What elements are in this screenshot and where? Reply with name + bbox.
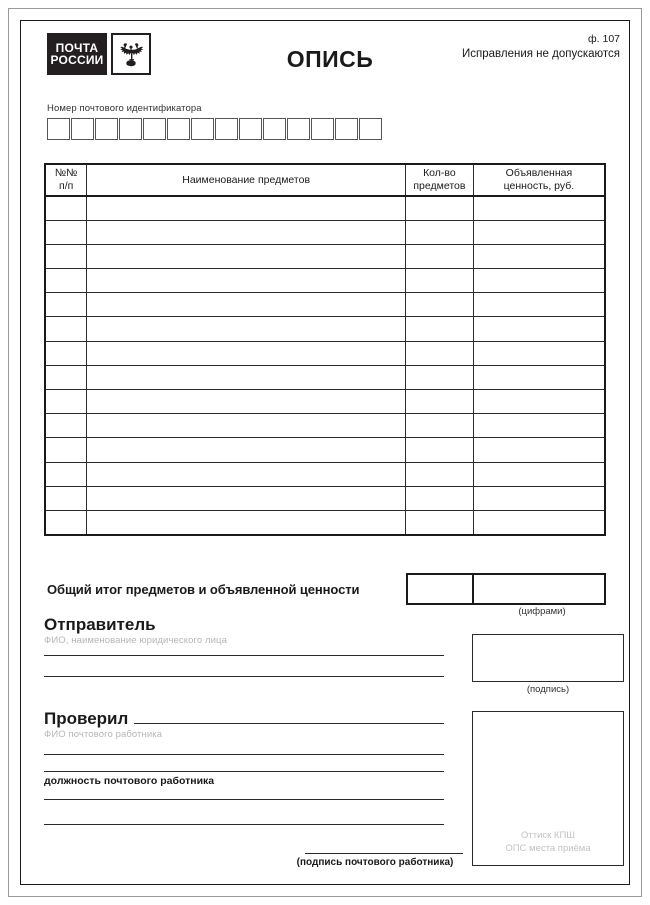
identifier-char-cell[interactable] bbox=[191, 118, 214, 140]
sender-signature-box[interactable] bbox=[472, 634, 624, 682]
column-header-item-name: Наименование предметов bbox=[87, 164, 406, 196]
cell-quantity[interactable] bbox=[405, 390, 473, 414]
cell-declared-value[interactable] bbox=[473, 269, 605, 293]
cell-number[interactable] bbox=[45, 510, 87, 534]
double-headed-eagle-icon bbox=[111, 33, 151, 75]
checker-signature-line[interactable] bbox=[305, 853, 463, 854]
column-header-number bbox=[45, 164, 87, 196]
checker-heading: Проверил bbox=[44, 709, 129, 728]
postal-identifier-label: Номер почтового идентификатора bbox=[47, 103, 202, 114]
cell-declared-value[interactable] bbox=[473, 293, 605, 317]
identifier-char-cell[interactable] bbox=[287, 118, 310, 140]
cell-declared-value[interactable] bbox=[473, 438, 605, 462]
column-header-quantity-line2: предметов bbox=[413, 180, 466, 192]
cell-declared-value[interactable] bbox=[473, 510, 605, 534]
sender-heading: Отправитель bbox=[44, 615, 156, 634]
cell-item-name[interactable] bbox=[87, 341, 406, 365]
cell-declared-value[interactable] bbox=[473, 414, 605, 438]
cell-number[interactable] bbox=[45, 462, 87, 486]
table-row[interactable] bbox=[45, 462, 605, 486]
logo-line-1: ПОЧТА bbox=[55, 40, 99, 55]
column-header-number-line2: п/п bbox=[59, 180, 74, 192]
total-caption: (цифрами) bbox=[518, 606, 566, 617]
cell-quantity[interactable] bbox=[405, 244, 473, 268]
stamp-label-line-1: Оттиск КПШ bbox=[520, 830, 575, 842]
table-row[interactable] bbox=[45, 220, 605, 244]
cell-quantity[interactable] bbox=[405, 317, 473, 341]
cell-item-name[interactable] bbox=[87, 244, 406, 268]
stamp-impression-box[interactable] bbox=[472, 711, 624, 866]
logo-line-2: РОССИИ bbox=[50, 53, 104, 67]
total-declared-value-field[interactable] bbox=[474, 573, 606, 605]
checker-signature-caption: (подпись почтового работника) bbox=[296, 857, 454, 868]
total-row bbox=[44, 573, 606, 605]
table-row[interactable] bbox=[45, 341, 605, 365]
checker-line-3[interactable] bbox=[44, 799, 444, 800]
identifier-char-cell[interactable] bbox=[335, 118, 358, 140]
cell-quantity[interactable] bbox=[405, 293, 473, 317]
identifier-char-cell[interactable] bbox=[47, 118, 70, 140]
cell-number[interactable] bbox=[45, 244, 87, 268]
form-content bbox=[20, 20, 630, 885]
cell-quantity[interactable] bbox=[405, 438, 473, 462]
sender-line-2[interactable] bbox=[44, 676, 444, 677]
form-header bbox=[20, 20, 630, 90]
stamp-label-line-2: ОПС места приёма bbox=[505, 843, 591, 855]
sender-hint: ФИО, наименование юридического лица bbox=[44, 634, 227, 646]
logo-wordmark bbox=[47, 33, 107, 75]
cell-item-name[interactable] bbox=[87, 269, 406, 293]
sender-section bbox=[44, 616, 464, 677]
table-row[interactable] bbox=[45, 269, 605, 293]
table-row[interactable] bbox=[45, 486, 605, 510]
checker-name-line[interactable] bbox=[134, 723, 444, 724]
identifier-char-cell[interactable] bbox=[359, 118, 382, 140]
identifier-char-cell[interactable] bbox=[95, 118, 118, 140]
cell-item-name[interactable] bbox=[87, 414, 406, 438]
identifier-char-cell[interactable] bbox=[239, 118, 262, 140]
checker-line-1[interactable] bbox=[44, 754, 444, 755]
cell-item-name[interactable] bbox=[87, 317, 406, 341]
identifier-char-cell[interactable] bbox=[119, 118, 142, 140]
table-row[interactable] bbox=[45, 293, 605, 317]
cell-number[interactable] bbox=[45, 486, 87, 510]
page-title: ОПИСЬ bbox=[286, 46, 374, 72]
cell-number[interactable] bbox=[45, 438, 87, 462]
cell-declared-value[interactable] bbox=[473, 244, 605, 268]
items-table bbox=[44, 163, 606, 536]
russian-post-logo bbox=[47, 33, 151, 75]
table-body bbox=[45, 196, 605, 535]
cell-quantity[interactable] bbox=[405, 462, 473, 486]
cell-quantity[interactable] bbox=[405, 196, 473, 220]
table-row[interactable] bbox=[45, 244, 605, 268]
cell-item-name[interactable] bbox=[87, 438, 406, 462]
column-header-declared-value bbox=[473, 164, 605, 196]
table-row[interactable] bbox=[45, 510, 605, 534]
cell-item-name[interactable] bbox=[87, 510, 406, 534]
cell-declared-value[interactable] bbox=[473, 390, 605, 414]
table-row[interactable] bbox=[45, 317, 605, 341]
cell-quantity[interactable] bbox=[405, 486, 473, 510]
checker-heading-row bbox=[44, 710, 464, 728]
cell-declared-value[interactable] bbox=[473, 341, 605, 365]
sender-line-1[interactable] bbox=[44, 655, 444, 656]
cell-declared-value[interactable] bbox=[473, 317, 605, 341]
cell-declared-value[interactable] bbox=[473, 365, 605, 389]
table-row[interactable] bbox=[45, 438, 605, 462]
total-quantity-field[interactable] bbox=[406, 573, 474, 605]
checker-line-2[interactable] bbox=[44, 771, 444, 772]
total-label: Общий итог предметов и объявленной ценности bbox=[47, 581, 360, 597]
column-header-quantity bbox=[405, 164, 473, 196]
cell-quantity[interactable] bbox=[405, 269, 473, 293]
cell-item-name[interactable] bbox=[87, 293, 406, 317]
cell-item-name[interactable] bbox=[87, 365, 406, 389]
identifier-char-cell[interactable] bbox=[215, 118, 238, 140]
cell-number[interactable] bbox=[45, 196, 87, 220]
cell-item-name[interactable] bbox=[87, 196, 406, 220]
cell-item-name[interactable] bbox=[87, 486, 406, 510]
identifier-char-cell[interactable] bbox=[143, 118, 166, 140]
cell-number[interactable] bbox=[45, 269, 87, 293]
cell-declared-value[interactable] bbox=[473, 220, 605, 244]
cell-quantity[interactable] bbox=[405, 414, 473, 438]
identifier-char-cell[interactable] bbox=[167, 118, 190, 140]
identifier-char-cell[interactable] bbox=[263, 118, 286, 140]
table-header-row bbox=[45, 164, 605, 196]
cell-number[interactable] bbox=[45, 414, 87, 438]
form-number: ф. 107 bbox=[588, 33, 620, 45]
table-row[interactable] bbox=[45, 196, 605, 220]
cell-number[interactable] bbox=[45, 365, 87, 389]
cell-quantity[interactable] bbox=[405, 365, 473, 389]
column-header-quantity-line1: Кол-во bbox=[423, 167, 456, 180]
cell-declared-value[interactable] bbox=[473, 462, 605, 486]
cell-number[interactable] bbox=[45, 390, 87, 414]
cell-number[interactable] bbox=[45, 317, 87, 341]
checker-position-label: должность почтового работника bbox=[44, 774, 215, 787]
checker-section bbox=[44, 710, 464, 825]
checker-hint: ФИО почтового работника bbox=[44, 728, 163, 740]
identifier-char-cell[interactable] bbox=[71, 118, 94, 140]
identifier-char-cell[interactable] bbox=[311, 118, 334, 140]
cell-declared-value[interactable] bbox=[473, 486, 605, 510]
cell-item-name[interactable] bbox=[87, 390, 406, 414]
cell-quantity[interactable] bbox=[405, 341, 473, 365]
table-row[interactable] bbox=[45, 365, 605, 389]
cell-item-name[interactable] bbox=[87, 220, 406, 244]
column-header-value-line2: ценность, руб. bbox=[503, 180, 575, 192]
table-row[interactable] bbox=[45, 414, 605, 438]
cell-quantity[interactable] bbox=[405, 220, 473, 244]
cell-number[interactable] bbox=[45, 220, 87, 244]
table-header bbox=[45, 164, 605, 196]
cell-number[interactable] bbox=[45, 293, 87, 317]
cell-item-name[interactable] bbox=[87, 462, 406, 486]
column-header-number-line1: №№ bbox=[54, 167, 78, 180]
form-meta bbox=[462, 33, 620, 62]
table-row[interactable] bbox=[45, 390, 605, 414]
postal-identifier-block bbox=[47, 103, 382, 140]
sender-signature-caption: (подпись) bbox=[526, 684, 570, 695]
checker-line-4[interactable] bbox=[44, 824, 444, 825]
cell-quantity[interactable] bbox=[405, 510, 473, 534]
cell-number[interactable] bbox=[45, 341, 87, 365]
postal-identifier-boxes[interactable] bbox=[47, 118, 382, 140]
column-header-value-line1: Объявленная bbox=[505, 167, 573, 180]
cell-declared-value[interactable] bbox=[473, 196, 605, 220]
form-notice: Исправления не допускаются bbox=[462, 47, 620, 60]
